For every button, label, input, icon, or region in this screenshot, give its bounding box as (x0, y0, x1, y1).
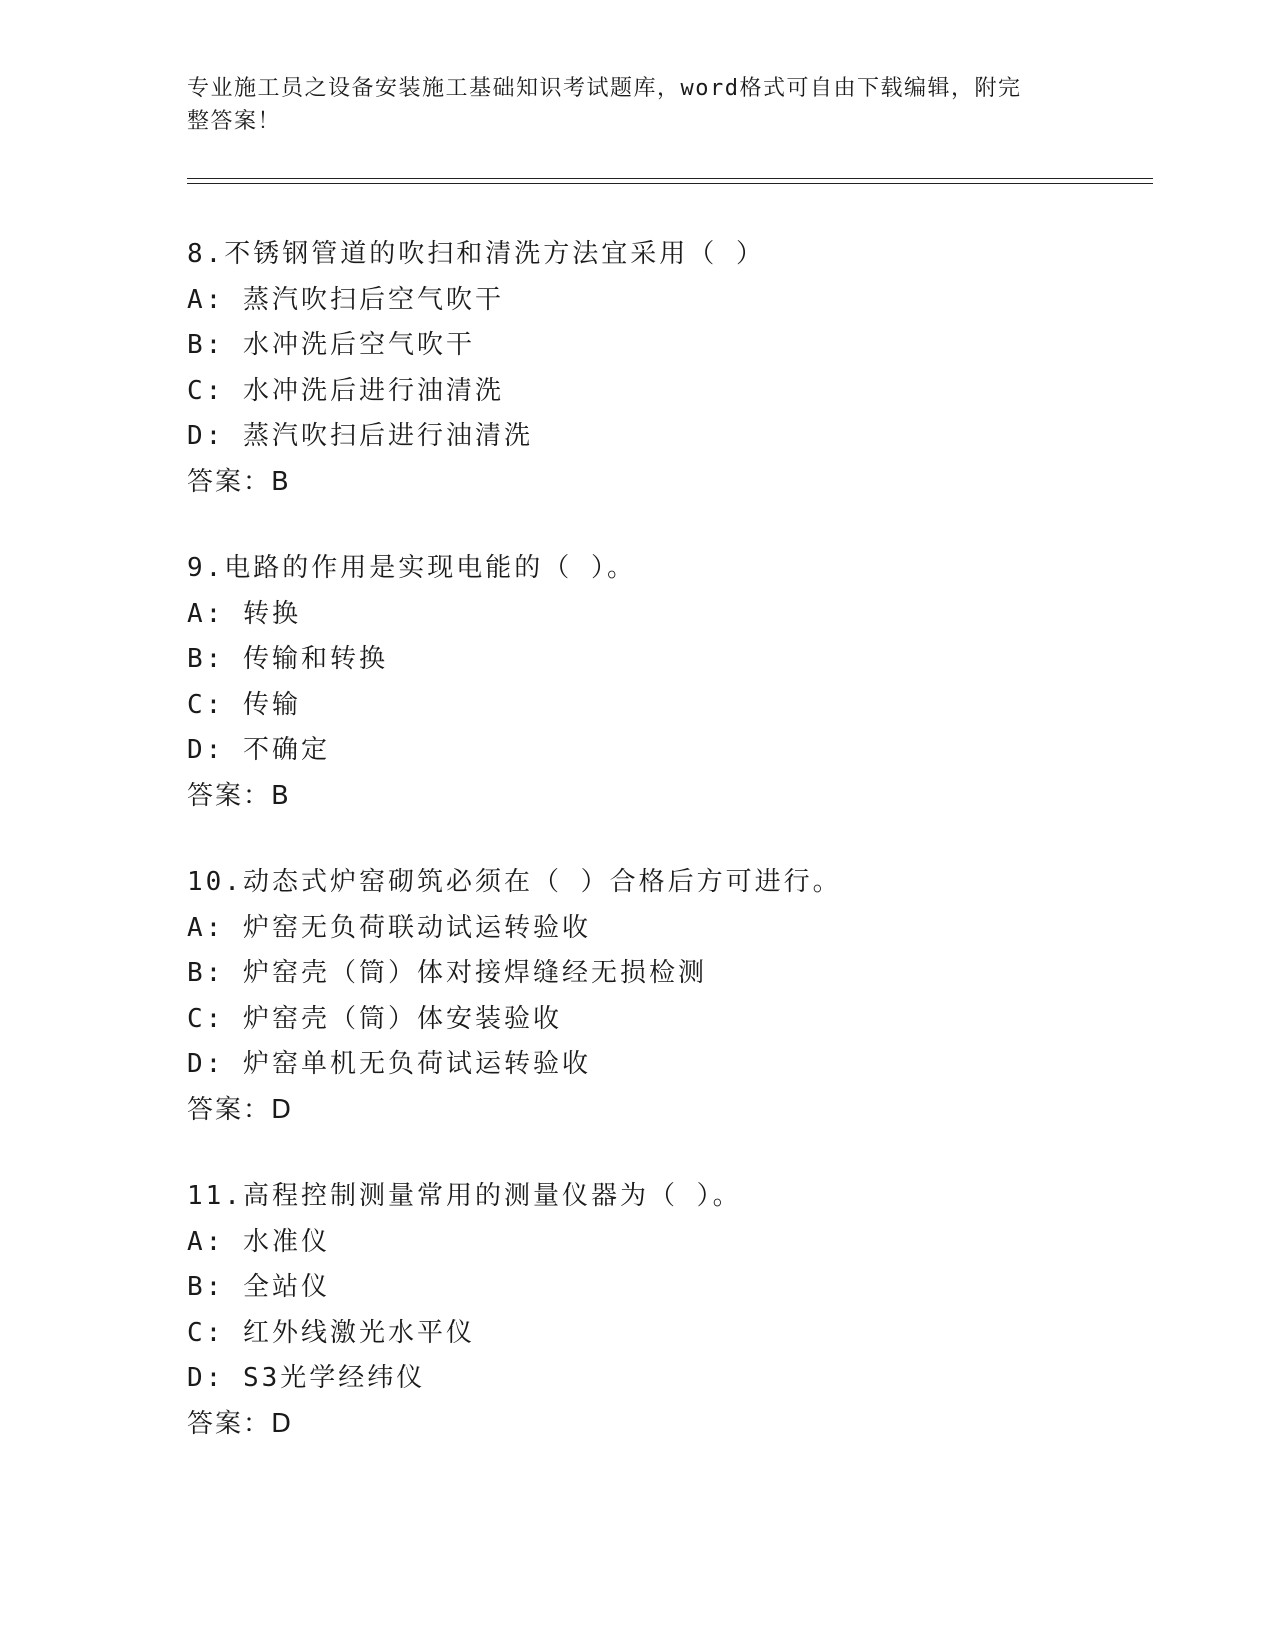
header-divider-top (187, 178, 1153, 179)
option-c: C: 传输 (187, 689, 301, 720)
option-c: C: 红外线激光水平仪 (187, 1317, 475, 1348)
question-stem: 10.动态式炉窑砌筑必须在（ ）合格后方可进行。 (187, 867, 842, 897)
option-d: D: 炉窑单机无负荷试运转验收 (187, 1049, 591, 1079)
option-c: C: 水冲洗后进行油清洗 (187, 375, 504, 406)
document-header (187, 72, 1067, 138)
question-stem: 8.不锈钢管道的吹扫和清洗方法宜采用（ ） (187, 239, 765, 269)
question-stem: 9.电路的作用是实现电能的（ ）。 (187, 553, 636, 583)
option-a: A: 炉窑无负荷联动试运转验收 (187, 912, 591, 943)
answer: 答案：D (187, 1094, 294, 1125)
option-b: B: 全站仪 (187, 1272, 330, 1302)
answer: 答案：B (187, 780, 291, 811)
option-a: A: 转换 (187, 598, 301, 629)
option-d: D: S3光学经纬仪 (187, 1363, 426, 1393)
question-9 (187, 546, 1147, 819)
option-b: B: 炉窑壳（筒）体对接焊缝经无损检测 (187, 958, 707, 988)
option-a: A: 水准仪 (187, 1226, 330, 1257)
header-line-1: 专业施工员之设备安装施工基础知识考试题库，word格式可自由下载编辑，附完 (187, 76, 1022, 101)
option-a: A: 蒸汽吹扫后空气吹干 (187, 284, 504, 315)
header-divider-bottom (187, 183, 1153, 184)
answer: 答案：B (187, 466, 291, 497)
question-stem: 11.高程控制测量常用的测量仪器为（ ）。 (187, 1181, 742, 1211)
question-list (187, 232, 1147, 1488)
option-b: B: 传输和转换 (187, 644, 388, 674)
answer: 答案：D (187, 1408, 294, 1439)
question-10 (187, 860, 1147, 1133)
option-b: B: 水冲洗后空气吹干 (187, 330, 475, 360)
option-c: C: 炉窑壳（筒）体安装验收 (187, 1003, 562, 1034)
question-11 (187, 1174, 1147, 1447)
header-line-2: 整答案！ (187, 109, 282, 134)
question-8 (187, 232, 1147, 505)
option-d: D: 蒸汽吹扫后进行油清洗 (187, 421, 533, 451)
option-d: D: 不确定 (187, 735, 330, 765)
